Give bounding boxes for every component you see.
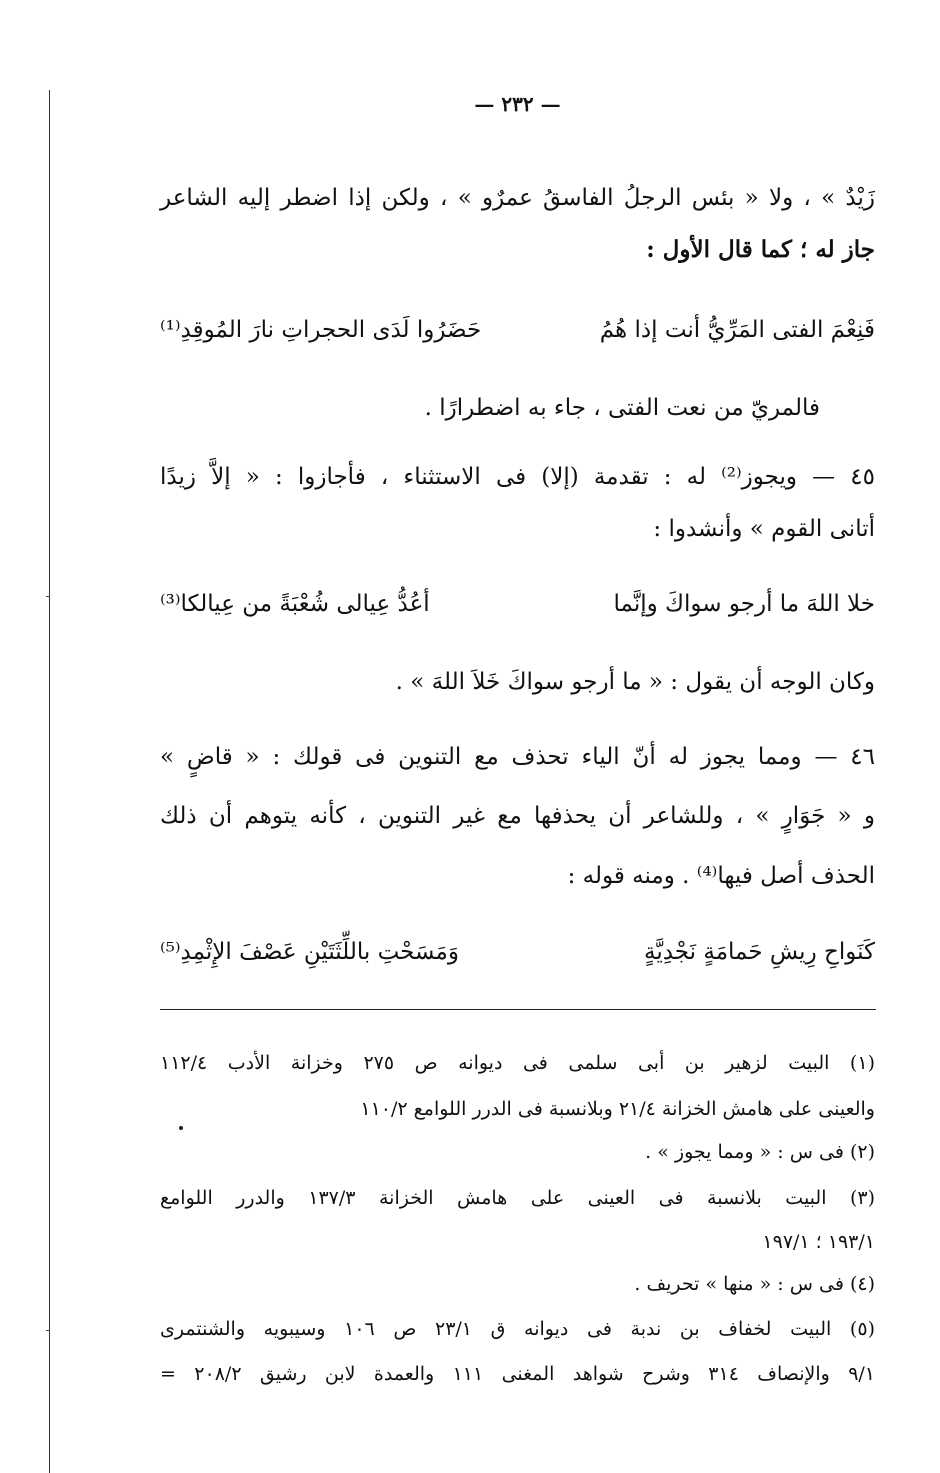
margin-tick [46,596,50,597]
verse-3-second-hemistich: وَمَسَحْتِ باللِّثَتَيْنِ عَصْفَ الإِثْمِدِ⁽⁵⁾ [160,939,459,965]
footnote-4: (٤) فى س : « منها » تحريف . [634,1273,875,1295]
body-line-3: فالمريّ من نعت الفتى ، جاء به اضطرارًا . [424,395,820,421]
margin-tick [46,1330,50,1331]
verse-1 [160,315,875,345]
footnote-5-line-2: ٩/١ والإنصاف ٣١٤ وشرح شواهد المغنى ١١١ والعمدة لابن رشيق ٢٠٨/٢ = [160,1363,876,1385]
footnote-1-line-1: (١) البيت لزهير بن أبى سلمى فى ديوانه ص ٢٧٥ وخزانة الأدب ١١٢/٤ [160,1052,875,1074]
page-number: — ٢٣٢ — [474,92,561,116]
section-45-line-1: ٤٥ — ويجوز⁽²⁾ له : تقدمة (إلا) فى الاستثناء ، فأجازوا : « إلاَّ زيدًا [160,464,875,490]
footnote-3-line-2: ١٩٣/١ ؛ ١٩٧/١ [762,1231,875,1253]
verse-1-second-hemistich: حَضَرُوا لَدَى الحجراتِ نارَ المُوقِدِ⁽¹⁾ [160,317,482,343]
body-line-1: زَيْدٌ » ، ولا « بئس الرجلُ الفاسقُ عمرٌو » ، ولكن إذا اضطر إليه الشاعر [160,185,875,211]
footnote-separator [160,1009,876,1010]
verse-1-first-hemistich: فَنِعْمَ الفتى المَرِّيُّ أنت إذا هُمُ [599,317,875,343]
verse-3 [160,937,875,967]
section-46-line-2: و « جَوَارٍ » ، وللشاعر أن يحذفها مع غير التنوين ، كأنه يتوهم أن ذلك [160,803,875,829]
footnote-3-line-1: (٣) البيت بلانسبة فى العينى على هامش الخزانة ١٣٧/٣ والدرر اللوامع [160,1187,876,1209]
book-page [160,0,875,1473]
verse-2-second-hemistich: أعُدُّ عِيالى شُعْبَةً من عِيالكا⁽³⁾ [160,591,430,617]
body-line-6: وكان الوجه أن يقول : « ما أرجو سواكَ خَلاَ اللهَ » . [395,669,875,695]
ink-speck [179,1126,183,1130]
footnote-5-line-1: (٥) البيت لخفاف بن ندبة فى ديوانه ق ٢٣/١ ص ١٠٦ وسيبويه والشنتمرى [160,1318,875,1340]
footnote-2: (٢) فى س : « ومما يجوز » . [645,1141,875,1163]
verse-2-first-hemistich: خلا اللهَ ما أرجو سواكَ وإنَّما [613,591,875,617]
section-45-line-2: أتانى القوم » وأنشدوا : [653,516,875,542]
verse-3-first-hemistich: كَنَواحِ رِيشِ حَمامَةٍ نَجْدِيَّةٍ [644,939,875,965]
body-line-2: جاز له ؛ كما قال الأول : [646,236,875,263]
section-46-line-3: الحذف أصل فيها⁽⁴⁾ . ومنه قوله : [567,863,875,889]
footnote-1-line-2: والعينى على هامش الخزانة ٢١/٤ وبلانسبة فى الدرر اللوامع ١١٠/٢ [360,1098,875,1120]
verse-2 [160,589,875,619]
section-46-line-1: ٤٦ — ومما يجوز له أنّ الياء تحذف مع التنوين فى قولك : « قاضٍ » [160,744,876,770]
left-margin-rule [49,90,50,1473]
